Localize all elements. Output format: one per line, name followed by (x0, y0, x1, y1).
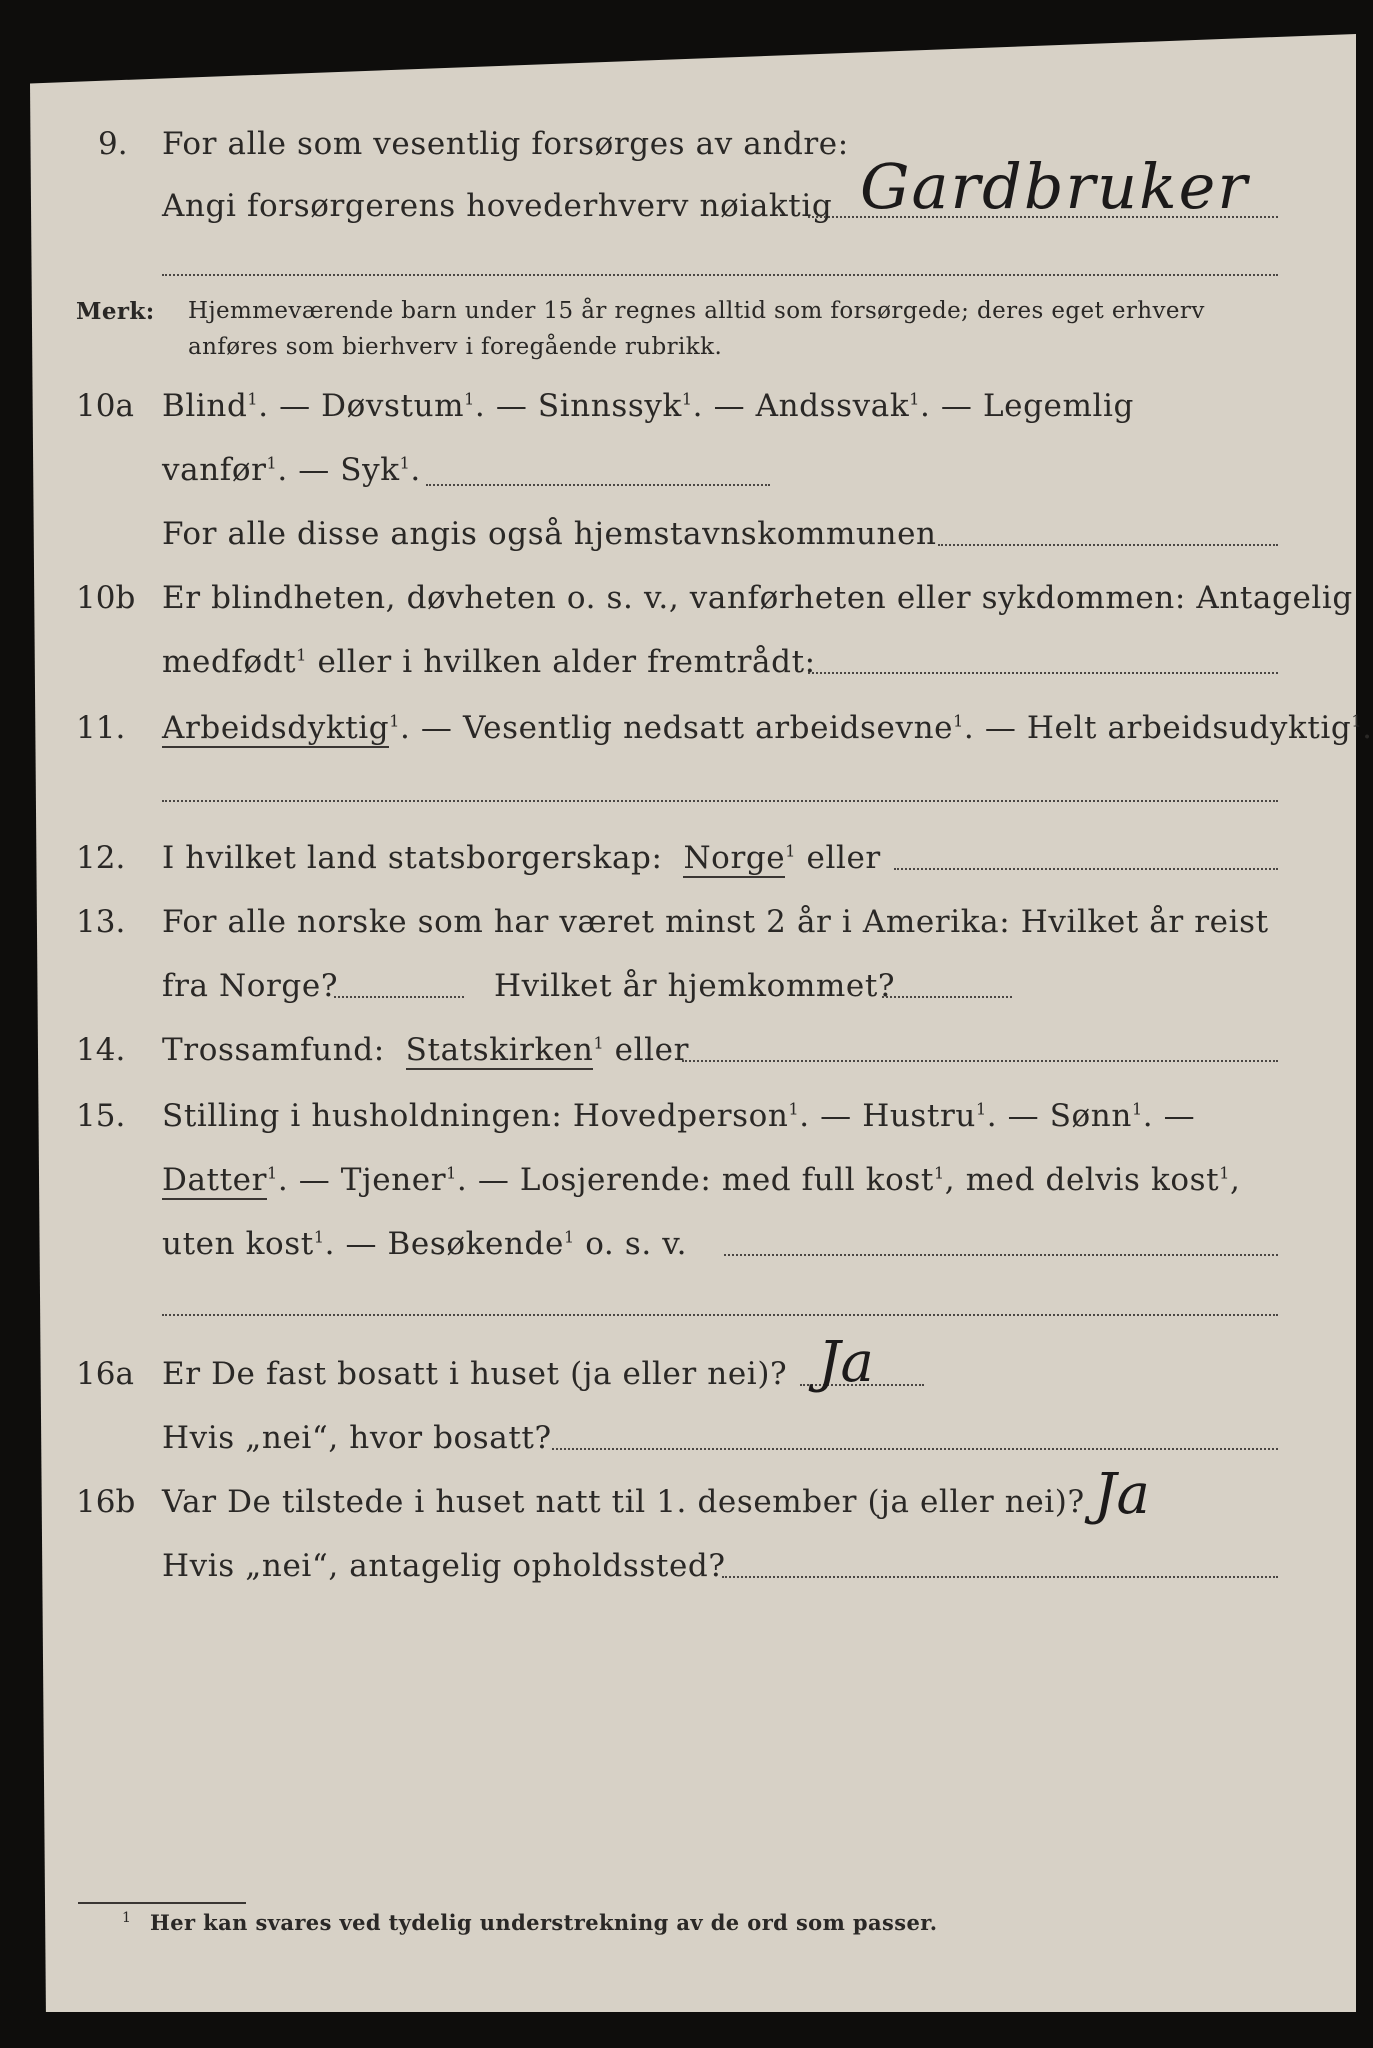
option-udyktig: . — Helt arbeidsudyktig (963, 710, 1352, 746)
footnote-ref: 1 (953, 711, 964, 731)
footnote-ref: 1 (909, 389, 920, 409)
q12-line (162, 840, 881, 876)
q15-line1 (162, 1098, 1195, 1134)
footnote-text: Her kan svares ved tydelig understrekning av de ord som passer. (150, 1910, 938, 1935)
option-andssvak: . — Andssvak (692, 388, 910, 424)
period: . (1362, 710, 1373, 746)
q10b-dotted-line (808, 672, 1278, 674)
footnote-ref: 1 (681, 389, 693, 409)
option-blind: Blind (162, 388, 248, 424)
q10b-alder: eller i hvilken alder fremtrådt: (307, 644, 816, 680)
comma: , (1230, 1162, 1241, 1198)
q13-reist-dotted-line (334, 996, 464, 998)
q11-line (162, 710, 1373, 746)
option-hovedperson: Stilling i husholdningen: Hovedperson (162, 1098, 789, 1134)
dash: . — (1142, 1098, 1196, 1134)
q16a-bosatt-dotted-line (552, 1448, 1278, 1450)
q15-osv: o. s. v. (574, 1226, 688, 1262)
q14-dotted-line (682, 1060, 1278, 1062)
option-statskirken-underlined: Statskirken (405, 1032, 594, 1068)
q10a-kommune-dotted-line (938, 544, 1278, 546)
footnote-ref: 1 (563, 1227, 575, 1247)
q15-line2 (162, 1162, 1241, 1198)
q10a-line2 (162, 452, 421, 488)
option-medfodt: medfødt (162, 644, 297, 680)
q16b-number: 16b (76, 1484, 136, 1520)
q14-eller: eller (604, 1032, 690, 1068)
option-sinnssyk: . — Sinnssyk (474, 388, 682, 424)
footnote-mark: 1 (122, 1910, 132, 1926)
period: . (410, 452, 421, 488)
q15-line3 (162, 1226, 687, 1262)
option-syk: . — Syk (277, 452, 400, 488)
q10b-line2 (162, 644, 816, 680)
q10a-number: 10a (76, 388, 134, 424)
q13-line1: For alle norske som har været minst 2 år i Amerika: Hvilket år reist (162, 904, 1269, 940)
q10b-number: 10b (76, 580, 136, 616)
footnote-ref: 1 (464, 389, 475, 409)
option-vanfor: vanfør (162, 452, 267, 488)
q16a-number: 16a (76, 1356, 134, 1392)
q9-handwritten-answer: Gardbruker (860, 150, 1249, 223)
footnote-ref: 1 (785, 841, 797, 861)
q9-extra-dotted-line (162, 274, 1278, 276)
footnote-ref: 1 (389, 711, 401, 731)
q12-dotted-line (894, 868, 1278, 870)
q16a-line1: Er De fast bosatt i huset (ja eller nei)? (162, 1356, 788, 1392)
footnote-ref: 1 (296, 645, 308, 665)
footnote-ref: 1 (399, 453, 411, 473)
option-norge-underlined: Norge (683, 840, 786, 876)
footnote-ref: 1 (1219, 1163, 1231, 1183)
footnote-ref: 1 (1131, 1099, 1143, 1119)
option-dovstum: . — Døvstum (258, 388, 465, 424)
form-page (30, 34, 1356, 2012)
q16b-line1: Var De tilstede i huset natt til 1. desember (ja eller nei)? (162, 1484, 1085, 1520)
footnote-ref: 1 (446, 1163, 457, 1183)
note-label: Merk: (76, 298, 155, 325)
q14-number: 14. (76, 1032, 126, 1068)
q14-line (162, 1032, 689, 1068)
q16a-line2: Hvis „nei“, hvor bosatt? (162, 1420, 552, 1456)
q12-number: 12. (76, 840, 126, 876)
q10a-line3: For alle disse angis også hjemstavnskommunen (162, 516, 937, 552)
option-nedsatt: . — Vesentlig nedsatt arbeidsevne (400, 710, 954, 746)
q11-dotted-line (162, 800, 1278, 802)
footnote-ref: 1 (934, 1163, 945, 1183)
note-line2: anføres som bierhverv i foregående rubrikk. (188, 334, 723, 360)
option-hustru: . — Hustru (799, 1098, 976, 1134)
q13-hjem-dotted-line (882, 996, 1012, 998)
q15-dotted-line (724, 1254, 1278, 1256)
option-tjener: . — Tjener (277, 1162, 447, 1198)
q10a-line1 (162, 388, 1134, 424)
q15-number: 15. (76, 1098, 126, 1134)
note-line1: Hjemmeværende barn under 15 år regnes alltid som forsørgede; deres eget erhverv (188, 298, 1205, 324)
footnote-rule (78, 1902, 246, 1904)
option-sonn: . — Sønn (986, 1098, 1132, 1134)
q9-number: 9. (98, 126, 128, 162)
q9-line1: For alle som vesentlig forsørges av andre: (162, 126, 849, 162)
footnote-ref: 1 (247, 389, 259, 409)
footnote-ref: 1 (788, 1099, 800, 1119)
option-legemlig: . — Legemlig (920, 388, 1134, 424)
q13-number: 13. (76, 904, 126, 940)
footnote-ref: 1 (267, 1163, 278, 1183)
footnote-ref: 1 (975, 1099, 987, 1119)
q13-line2a: fra Norge? (162, 968, 339, 1004)
q16a-handwritten-answer: Ja (818, 1330, 874, 1395)
q16b-dotted-line (722, 1576, 1278, 1578)
q13-line2b: Hvilket år hjemkommet? (494, 968, 896, 1004)
q16b-handwritten-answer: Ja (1094, 1462, 1150, 1527)
option-arbeidsdyktig-underlined: Arbeidsdyktig (162, 710, 390, 746)
footnote-ref: 1 (313, 1227, 325, 1247)
q11-number: 11. (76, 710, 126, 746)
q10b-line1: Er blindheten, døvheten o. s. v., vanførheten eller sykdommen: Antagelig (162, 580, 1353, 616)
footnote-ref: 1 (1351, 711, 1363, 731)
footnote-ref: 1 (266, 453, 278, 473)
q10a-syk-dotted-line (426, 484, 770, 486)
q12-eller: eller (796, 840, 881, 876)
q12-text: I hvilket land statsborgerskap: (162, 840, 663, 876)
q14-text: Trossamfund: (162, 1032, 385, 1068)
q15-extra-dotted-line (162, 1314, 1278, 1316)
q16b-line2: Hvis „nei“, antagelig opholdssted? (162, 1548, 726, 1584)
footnote-ref: 1 (593, 1033, 605, 1053)
option-delvis-kost: , med delvis kost (944, 1162, 1220, 1198)
option-besokende: . — Besøkende (324, 1226, 564, 1262)
option-datter-underlined: Datter (162, 1162, 268, 1198)
option-uten-kost: uten kost (162, 1226, 314, 1262)
option-full-kost: . — Losjerende: med full kost (456, 1162, 934, 1198)
q9-line2: Angi forsørgerens hovederhverv nøiaktig (162, 188, 833, 224)
